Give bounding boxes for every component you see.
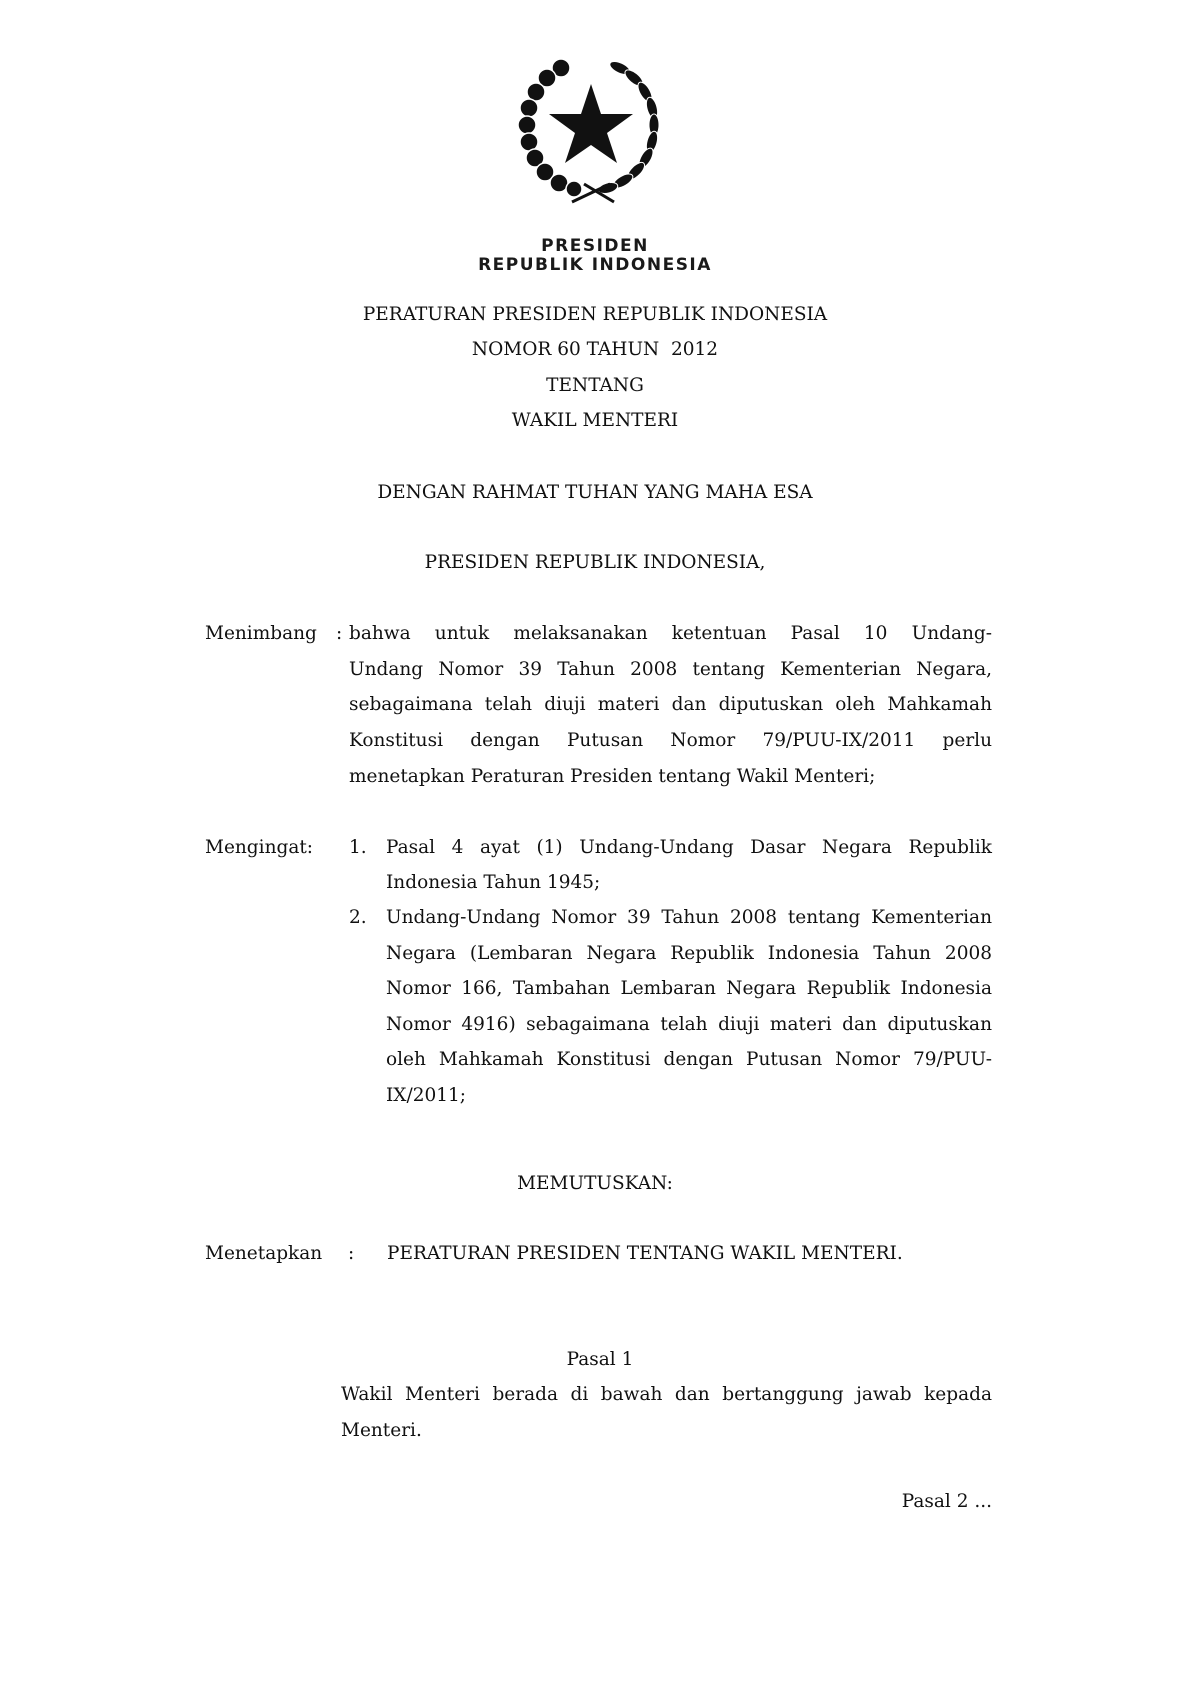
menimbang-colon: : [336,623,343,644]
menetapkan-colon: : [348,1243,355,1264]
mengingat-item-line: oleh Mahkamah Konstitusi dengan Putusan Nomor 79/PUU- [386,1049,992,1070]
menimbang-line: Undang Nomor 39 Tahun 2008 tentang Kementerian Negara, [349,659,992,680]
menimbang-line: menetapkan Peraturan Presiden tentang Wakil Menteri; [349,766,876,787]
mengingat-item-line: Indonesia Tahun 1945; [386,872,601,893]
preamble: DENGAN RAHMAT TUHAN YANG MAHA ESA [377,482,813,503]
mengingat-item-line: Nomor 4916) sebagaimana telah diuji materi dan diputuskan [386,1014,992,1035]
menimbang-label: Menimbang [205,623,317,644]
title-line-2: NOMOR 60 TAHUN 2012 [471,339,719,360]
pasal-1-heading: Pasal 1 [566,1349,634,1370]
memutuskan-heading: MEMUTUSKAN: [517,1173,673,1194]
title-line-4: WAKIL MENTERI [511,410,679,431]
mengingat-item-number: 2. [349,907,367,928]
mengingat-item-number: 1. [349,837,367,858]
menetapkan-label: Menetapkan [205,1243,323,1264]
menimbang-line: bahwa untuk melaksanakan ketentuan Pasal 10 Undang- [349,623,992,644]
header-line-1: PRESIDEN [541,236,649,256]
next-page-indicator: Pasal 2 ... [901,1491,992,1512]
mengingat-label: Mengingat: [205,837,314,858]
menimbang-line: sebagaimana telah diuji materi dan diputuskan oleh Mahkamah [349,694,992,715]
presidential-emblem-icon [514,56,668,208]
mengingat-item-line: Nomor 166, Tambahan Lembaran Negara Republik Indonesia [386,978,992,999]
pasal-1-line: Wakil Menteri berada di bawah dan bertanggung jawab kepada [341,1384,992,1405]
mengingat-item-line: Negara (Lembaran Negara Republik Indonesia Tahun 2008 [386,943,992,964]
issuer: PRESIDEN REPUBLIK INDONESIA, [424,552,766,573]
title-line-1: PERATURAN PRESIDEN REPUBLIK INDONESIA [362,304,828,325]
mengingat-item-line: IX/2011; [386,1085,467,1106]
mengingat-item-line: Undang-Undang Nomor 39 Tahun 2008 tentang Kementerian [386,907,992,928]
menetapkan-text: PERATURAN PRESIDEN TENTANG WAKIL MENTERI. [387,1243,903,1264]
pasal-1-line: Menteri. [341,1420,422,1441]
menimbang-line: Konstitusi dengan Putusan Nomor 79/PUU-IX/2011 perlu [349,730,992,751]
title-line-3: TENTANG [546,375,644,396]
header-line-2: REPUBLIK INDONESIA [478,255,712,275]
mengingat-item-line: Pasal 4 ayat (1) Undang-Undang Dasar Negara Republik [386,837,992,858]
